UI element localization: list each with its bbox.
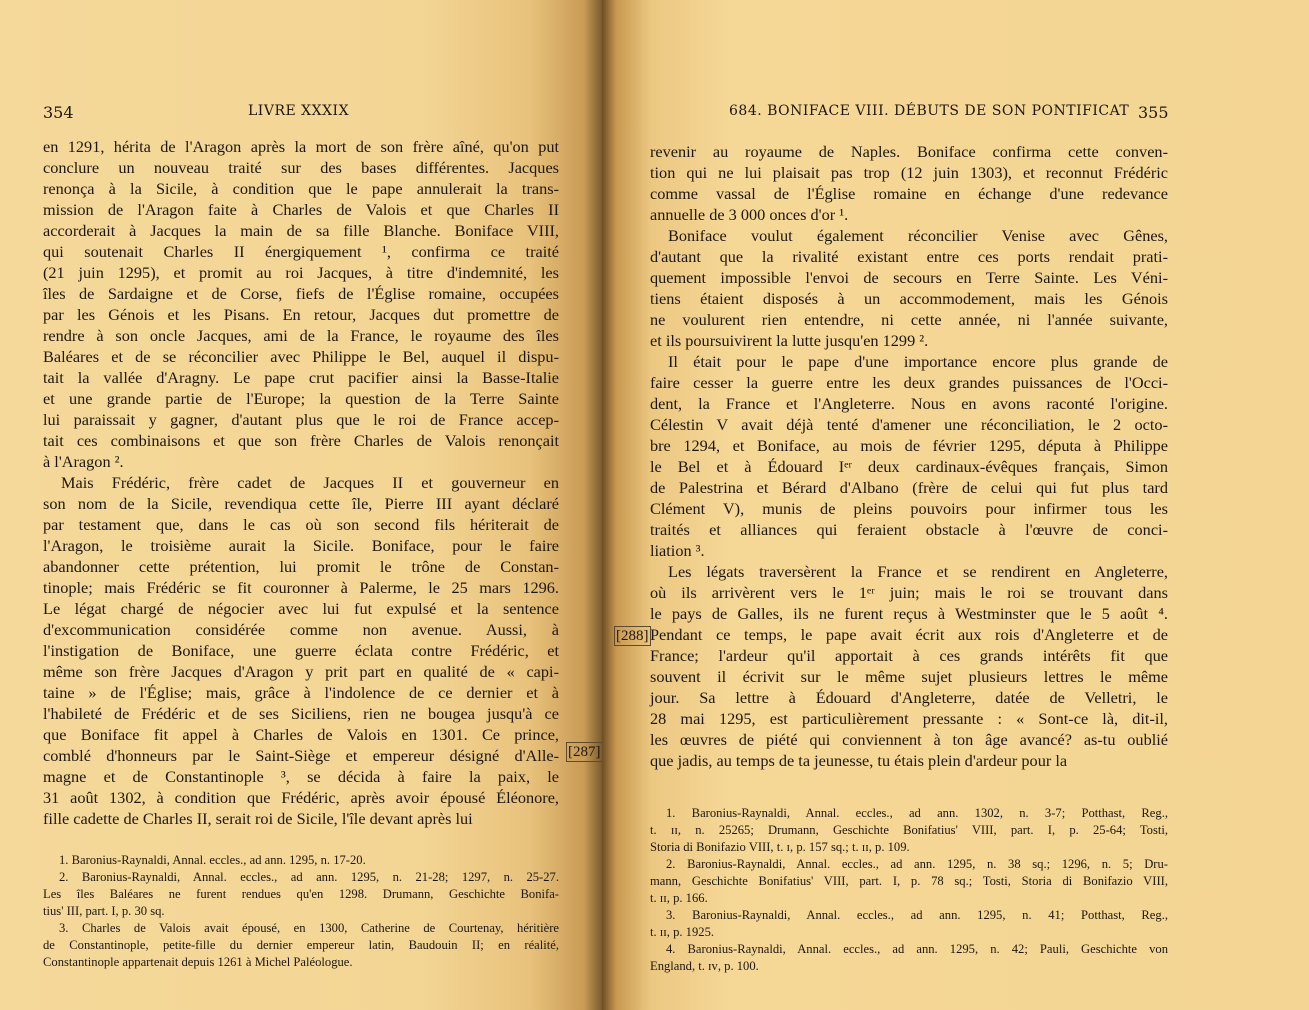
text-line: îles de Sardaigne et de Corse, fiefs de l'Église romaine, occupées bbox=[43, 284, 559, 303]
text-line: 31 août 1302, à condition que Frédéric, après avoir épousé Éléonore, bbox=[43, 788, 559, 807]
text-line: Le légat chargé de négocier avec lui fut expulsé et la sentence bbox=[43, 599, 559, 618]
footnote-line: Storia di Bonifazio VIII, t. ɪ, p. 157 sq.; t. ɪɪ, p. 109. bbox=[650, 840, 910, 854]
text-line: (21 juin 1295), et promit au roi Jacques, à titre d'indemnité, les bbox=[43, 263, 559, 282]
footnote-line: Les îles Baléares ne furent rendues qu'en 1298. Drumann, Geschichte Bonifa- bbox=[43, 887, 559, 901]
text-line: d'autant que la rivalité existant entre ces ports rendait prati- bbox=[650, 247, 1168, 266]
text-line: qui soutenait Charles II énergiquement ¹, confirma ce traité bbox=[43, 242, 559, 261]
text-line: que Boniface fit appel à Charles de Valois en 1301. Ce prince, bbox=[43, 725, 559, 744]
text-line: rendre à son oncle Jacques, ami de la France, le royaume des îles bbox=[43, 326, 559, 345]
left-page bbox=[0, 0, 602, 1010]
text-line: Mais Frédéric, frère cadet de Jacques II et gouverneur en bbox=[61, 473, 559, 492]
text-line: en 1291, hérita de l'Aragon après la mort de son frère aîné, qu'on put bbox=[43, 137, 559, 156]
text-line: que jadis, au temps de ta jeunesse, tu étais plein d'ardeur pour la bbox=[650, 751, 1068, 770]
footnote-line: 2. Baronius-Raynaldi, Annal. eccles., ad ann. 1295, n. 21-28; 1297, n. 25-27. bbox=[59, 870, 559, 884]
text-line: bre 1294, et Boniface, au mois de février 1295, députa à Philippe bbox=[650, 436, 1168, 455]
text-line: magne et de Constantinople ³, se décida à faire la paix, le bbox=[43, 767, 559, 786]
text-line: France; l'ardeur qu'il apportait à ces grands intérêts fit que bbox=[650, 646, 1168, 665]
text-line: abandonner cette prétention, lui promit le trône de Constan- bbox=[43, 557, 559, 576]
footnotes bbox=[650, 805, 1168, 975]
text-line: traités et alliances qui feraient obstacle à l'œuvre de conci- bbox=[650, 520, 1168, 539]
text-line: l'instigation de Boniface, une guerre éclata contre Frédéric, et bbox=[43, 641, 559, 660]
text-line: taine » de l'Église; mais, grâce à l'indolence de ce dernier et à bbox=[43, 683, 559, 702]
text-line: souvent il écrivit sur le même sujet plusieurs lettres le même bbox=[650, 667, 1168, 686]
footnote-line: t. ɪɪ, p. 166. bbox=[650, 891, 708, 905]
text-line: tait ces combinaisons et que son frère Charles de Valois renonçait bbox=[43, 431, 559, 450]
footnote-line: t. ɪɪ, p. 1925. bbox=[650, 925, 715, 939]
footnotes bbox=[43, 852, 559, 971]
text-line: même son frère Jacques d'Aragon y prit part en qualité de « capi- bbox=[43, 662, 559, 681]
text-line: accorderait à Jacques la main de sa fille Blanche. Boniface VIII, bbox=[43, 221, 559, 240]
text-line: Clément V), munis de pleins pouvoirs pour infirmer tous les bbox=[650, 499, 1168, 518]
page-number: 355 bbox=[1138, 103, 1169, 122]
footnote-line: tius' III, part. I, p. 30 sq. bbox=[43, 904, 165, 918]
text-line: tiens étaient disposés à un accommodement, mais les Génois bbox=[650, 289, 1168, 308]
text-line: lui paraissait y gagner, d'autant plus que le roi de France accep- bbox=[43, 410, 559, 429]
text-line: Célestin V avait déjà tenté d'amener une réconciliation, le 2 octo- bbox=[650, 415, 1168, 434]
right-page bbox=[602, 0, 1309, 1010]
text-line: par les Génois et les Pisans. En retour, Jacques dut promettre de bbox=[43, 305, 559, 324]
text-line: et une grande partie de l'Europe; la question de la Terre Sainte bbox=[43, 389, 559, 408]
text-line: et ils poursuivirent la lutte jusqu'en 1299 ². bbox=[650, 331, 929, 350]
body-text bbox=[650, 141, 1168, 771]
text-line: tinople; mais Frédéric se fit couronner à Palerme, le 25 mars 1296. bbox=[43, 578, 559, 597]
text-line: comblé d'honneurs par le Saint-Siège et empereur désigné d'Alle- bbox=[43, 746, 559, 765]
footnote-line: 2. Baronius-Raynaldi, Annal. eccles., ad ann. 1295, n. 38 sq.; 1296, n. 5; Dru- bbox=[666, 857, 1168, 871]
text-line: tion qui ne lui plaisait pas trop (12 juin 1303), et reconnut Frédéric bbox=[650, 163, 1168, 182]
text-line: son nom de la Sicile, revendiqua cette île, Pierre III ayant déclaré bbox=[43, 494, 559, 513]
body-text bbox=[43, 136, 559, 829]
running-head: 684. BONIFACE VIII. DÉBUTS DE SON PONTIFICAT bbox=[729, 103, 1130, 119]
running-head: LIVRE XXXIX bbox=[248, 103, 350, 119]
footnote-line: de Constantinople, petite-fille du dernier empereur latin, Baudouin II; en réalité, bbox=[43, 938, 559, 952]
text-line: fille cadette de Charles II, serait roi de Sicile, l'île devant après lui bbox=[43, 809, 473, 828]
text-line: tait la vallée d'Aragny. Le pape crut pacifier ainsi la Basse-Italie bbox=[43, 368, 559, 387]
text-line: de Palestrina et Bérard d'Albano (frère de celui qui fut plus tard bbox=[650, 478, 1168, 497]
footnote-line: 3. Charles de Valois avait épousé, en 1300, Catherine de Courtenay, héritière bbox=[59, 921, 559, 935]
footnote-line: 1. Baronius-Raynaldi, Annal. eccles., ad ann. 1302, n. 3-7; Potthast, Reg., bbox=[666, 806, 1168, 820]
footnote-line: England, t. ɪᴠ, p. 100. bbox=[650, 959, 759, 973]
text-line: Les légats traversèrent la France et se rendirent en Angleterre, bbox=[668, 562, 1168, 581]
text-line: à l'Aragon ². bbox=[43, 452, 124, 471]
text-line: 28 mai 1295, est particulièrement pressante : « Sont-ce là, dit-il, bbox=[650, 709, 1168, 728]
text-line: renonça à la Sicile, à condition que le pape annulerait la trans- bbox=[43, 179, 559, 198]
text-line: annuelle de 3 000 onces d'or ¹. bbox=[650, 205, 849, 224]
footnote-line: 3. Baronius-Raynaldi, Annal. eccles., ad ann. 1295, n. 41; Potthast, Reg., bbox=[666, 908, 1168, 922]
text-line: mission de l'Aragon faite à Charles de Valois et que Charles II bbox=[43, 200, 559, 219]
text-line: l'Aragon, le troisième aurait la Sicile. Boniface, pour le faire bbox=[43, 536, 559, 555]
text-line: l'habileté de Frédéric et de ses Siciliens, rien ne bougea jusqu'à ce bbox=[43, 704, 559, 723]
footnote-line: 1. Baronius-Raynaldi, Annal. eccles., ad ann. 1295, n. 17-20. bbox=[59, 853, 366, 867]
text-line: Boniface voulut également réconcilier Venise avec Gênes, bbox=[668, 226, 1168, 245]
text-line: faire cesser la guerre entre les deux grandes puissances de l'Occi- bbox=[650, 373, 1168, 392]
text-line: Baléares et de se réconcilier avec Philippe le Bel, auquel il dispu- bbox=[43, 347, 559, 366]
footnote-line: 4. Baronius-Raynaldi, Annal. eccles., ad ann. 1295, n. 42; Pauli, Geschichte von bbox=[666, 942, 1168, 956]
text-line: Il était pour le pape d'une importance encore plus grande de bbox=[668, 352, 1168, 371]
text-line: comme vassal de l'Église romaine en échange d'une redevance bbox=[650, 184, 1168, 203]
margin-page-marker: [287] bbox=[568, 744, 601, 760]
text-line: jour. Sa lettre à Édouard d'Angleterre, datée de Velletri, le bbox=[650, 688, 1168, 707]
text-line: quement impossible l'envoi de secours en Terre Sainte. Les Véni- bbox=[650, 268, 1168, 287]
text-line: le Bel et à Édouard Iᵉʳ deux cardinaux-évêques français, Simon bbox=[650, 457, 1168, 476]
footnote-line: Constantinople appartenait depuis 1261 à Michel Paléologue. bbox=[43, 955, 353, 969]
margin-page-marker: [288] bbox=[616, 628, 649, 644]
text-line: par testament que, dans le cas où son second fils hériterait de bbox=[43, 515, 559, 534]
text-line: liation ³. bbox=[650, 541, 705, 560]
text-line: où ils arrivèrent vers le 1ᵉʳ juin; mais le roi se trouvant dans bbox=[650, 583, 1168, 602]
text-line: conclure un nouveau traité sur des bases différentes. Jacques bbox=[43, 158, 559, 177]
text-line: Pendant ce temps, le pape avait écrit aux rois d'Angleterre et de bbox=[650, 625, 1168, 644]
text-line: d'excommunication considérée comme non avenue. Aussi, à bbox=[43, 620, 559, 639]
text-line: revenir au royaume de Naples. Boniface confirma cette conven- bbox=[650, 142, 1168, 161]
footnote-line: mann, Geschichte Bonifatius' VIII, part. I, p. 78 sq.; Tosti, Storia di Bonifazio VIII, bbox=[650, 874, 1168, 888]
text-line: dent, la France et l'Angleterre. Nous en avons raconté l'origine. bbox=[650, 394, 1168, 413]
footnote-line: t. ɪɪ, n. 25265; Drumann, Geschichte Bonifatius' VIII, part. I, p. 25-64; Tosti, bbox=[650, 823, 1168, 837]
text-line: ne voulurent rien entendre, ni cette année, ni l'année suivante, bbox=[650, 310, 1168, 329]
text-line: le pays de Galles, ils ne furent reçus à Westminster que le 5 août ⁴. bbox=[650, 604, 1168, 623]
text-line: les œuvres de piété qui conviennent à ton âge avancé? as-tu oublié bbox=[650, 730, 1168, 749]
page-number: 354 bbox=[43, 103, 74, 122]
